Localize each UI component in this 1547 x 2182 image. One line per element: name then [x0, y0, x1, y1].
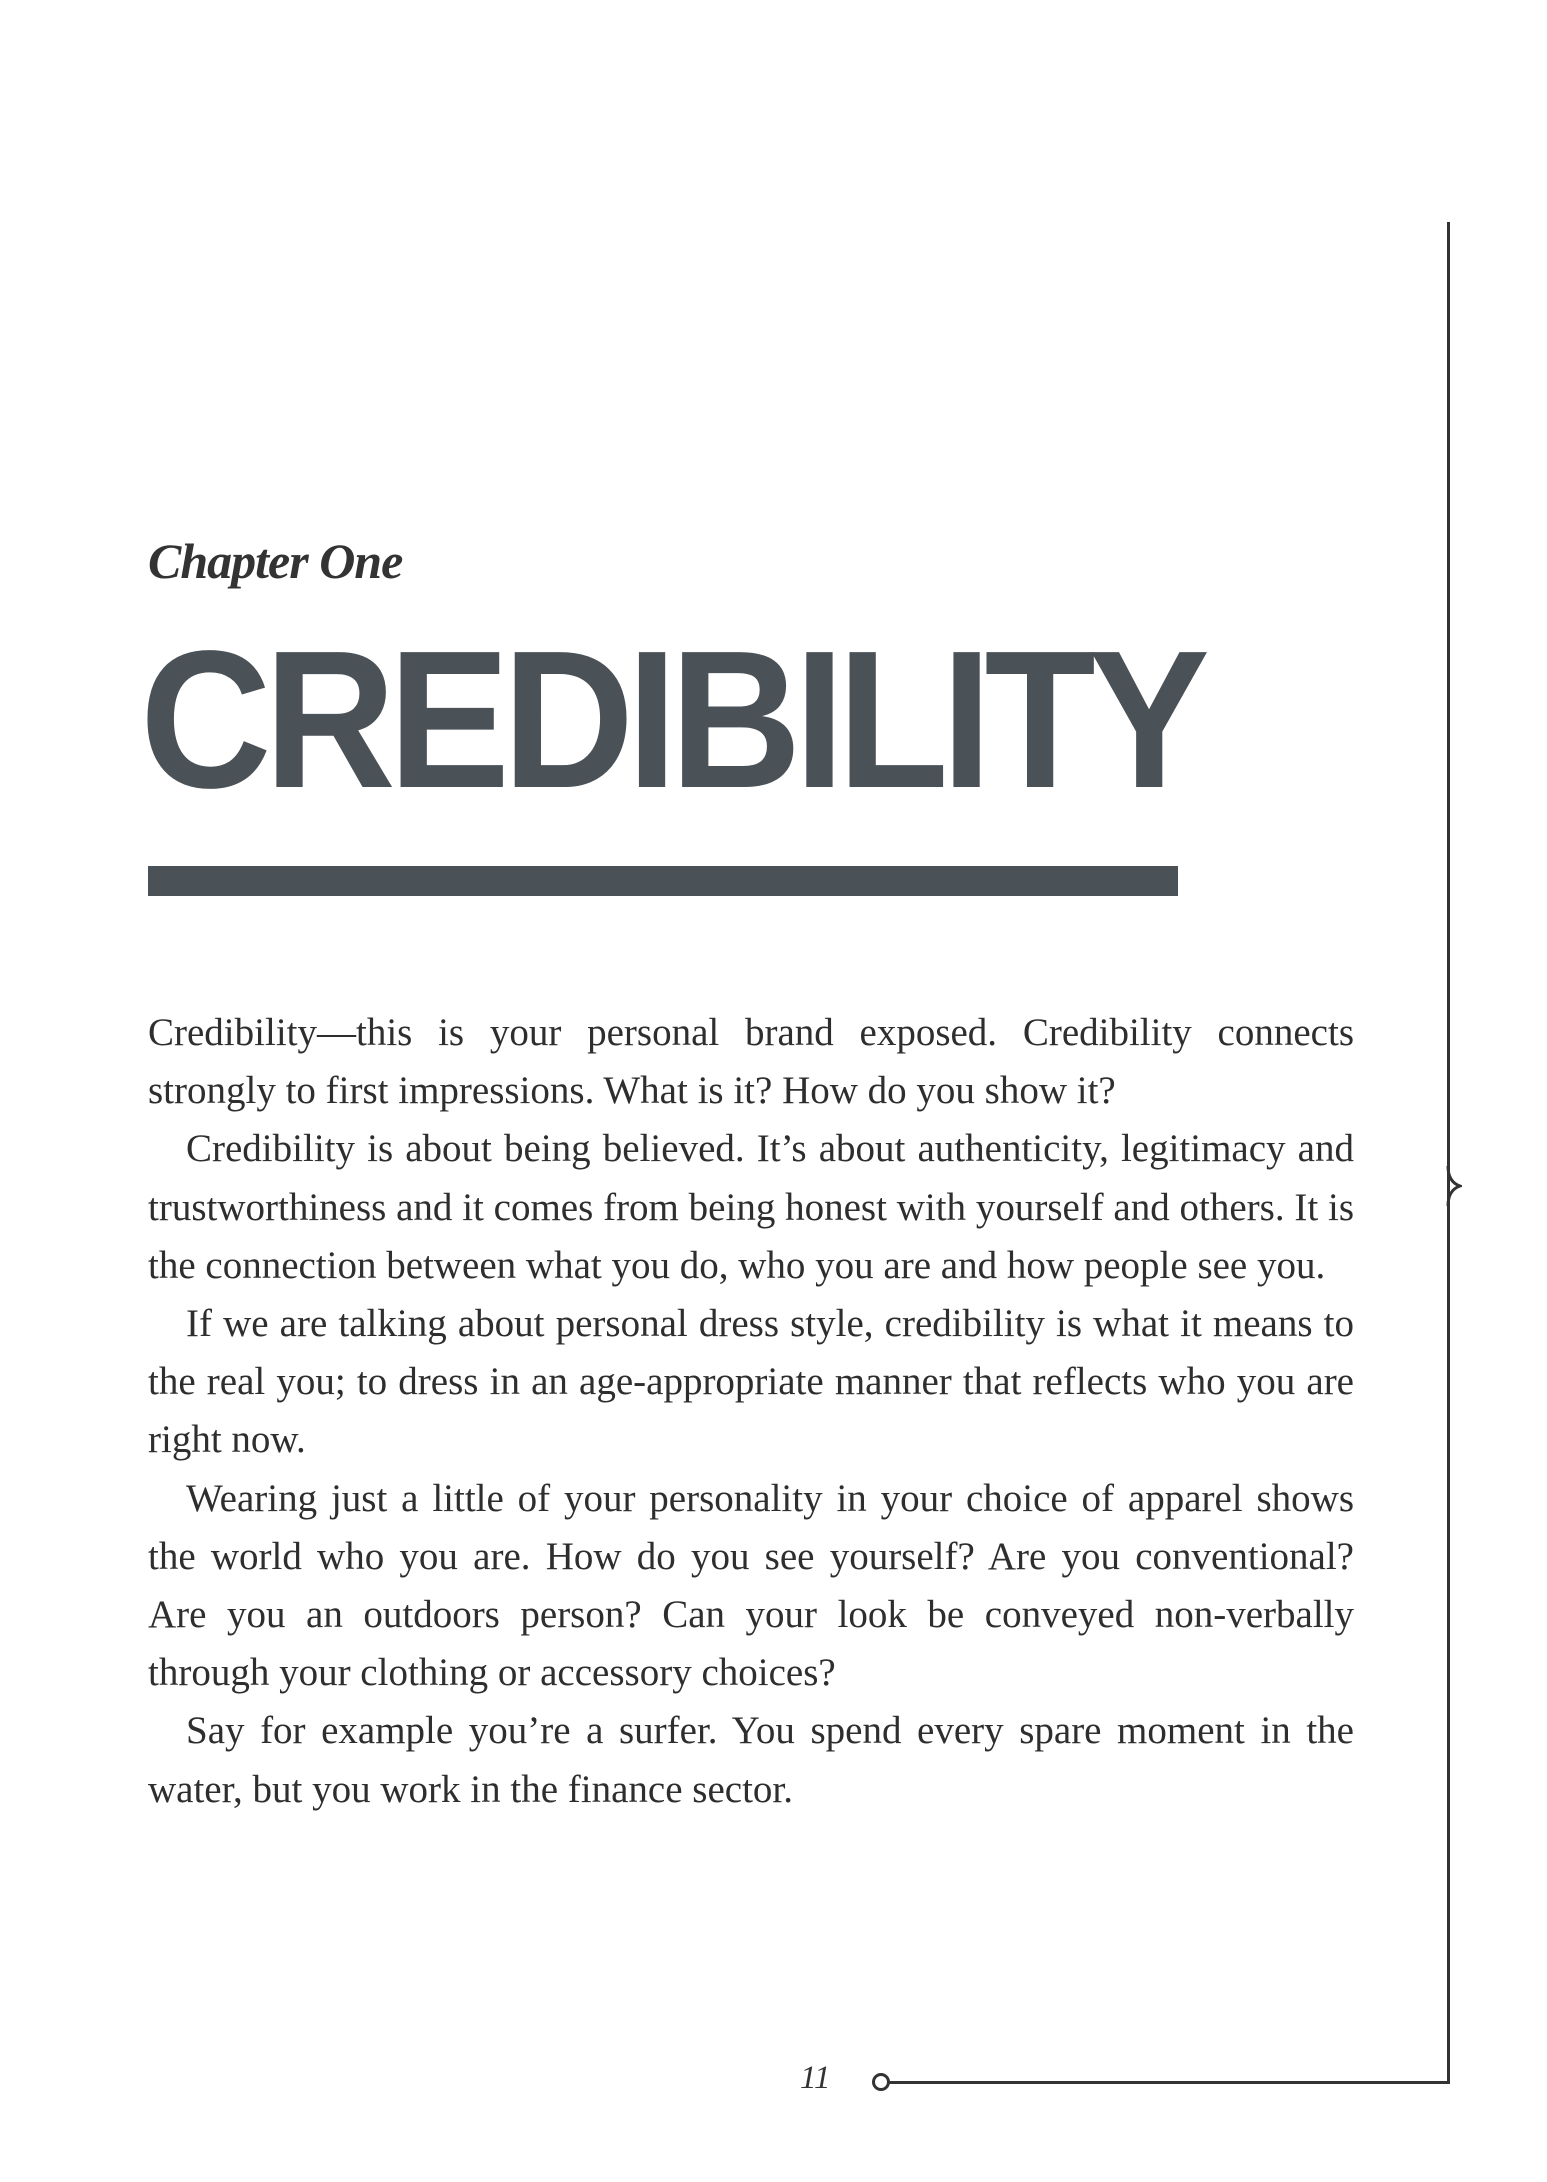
- brace-notch-icon: [1436, 1166, 1462, 1206]
- chapter-label: Chapter One: [148, 533, 403, 589]
- page-number: 11: [800, 2060, 831, 2096]
- right-margin-line: [1447, 222, 1450, 2084]
- paragraph: If we are talking about personal dress style, credibility is what it means to the real you; to dress in an age-appropriate manner that reflects who you are right now.: [148, 1302, 1354, 1462]
- paragraph: Wearing just a little of your personality in your choice of apparel shows the world who you are. How do you see yourself? Are you conventional? Are you an outdoors person? Can your look be conveyed non-verbally through your clothing or accessory choices?: [148, 1476, 1354, 1695]
- paragraph: Credibility—this is your personal brand exposed. Credibility connects strongly to first impressions. What is it? How do you show it?: [148, 1011, 1354, 1113]
- chapter-title: CREDIBILITY: [140, 610, 1203, 829]
- paragraph: Say for example you’re a surfer. You spend every spare moment in the water, but you work in the finance sector.: [148, 1709, 1354, 1811]
- body-text: [148, 1004, 1354, 1819]
- footer-line: [888, 2081, 1450, 2084]
- title-underline-rule: [148, 866, 1178, 896]
- paragraph: Credibility is about being believed. It’s about authenticity, legitimacy and trustworthiness and it comes from being honest with yourself and others. It is the connection between what you do, who you are and how people see you.: [148, 1127, 1354, 1287]
